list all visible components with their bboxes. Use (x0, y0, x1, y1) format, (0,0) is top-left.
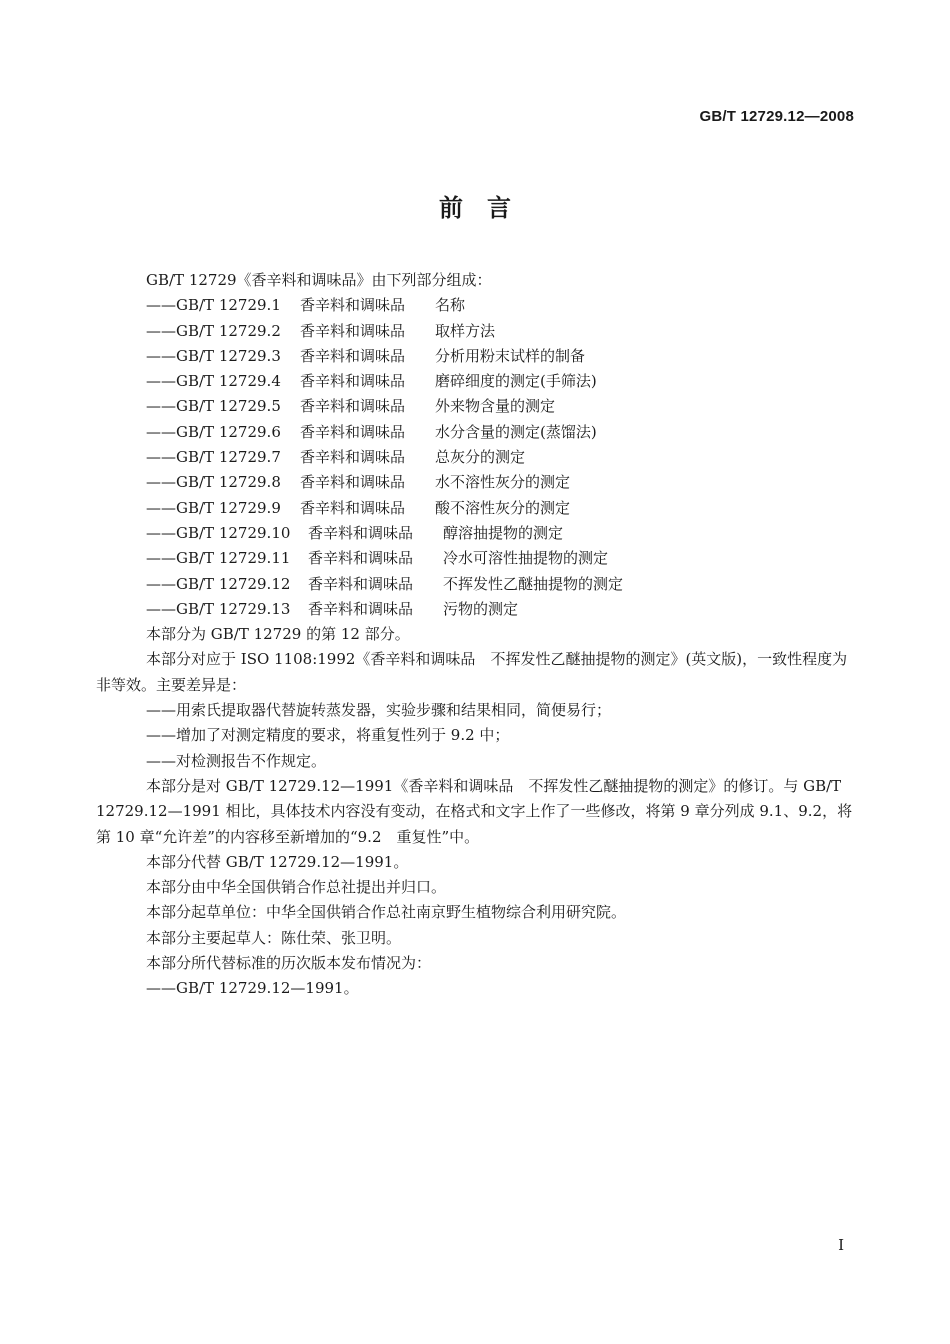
part-dash: —— (146, 448, 176, 467)
part-series: 香辛料和调味品 (300, 372, 406, 391)
part-name: 污物的测定 (443, 599, 519, 618)
part-series: 香辛料和调味品 (300, 498, 406, 517)
drafting-unit-paragraph: 本部分起草单位：中华全国供销合作总社南京野生植物综合利用研究院。 (146, 903, 627, 922)
part-list-item (96, 546, 856, 571)
part-code: GB/T 12729.12 (176, 574, 291, 593)
part-code: GB/T 12729.3 (176, 346, 281, 365)
part-name: 分析用粉末试样的制备 (435, 346, 586, 365)
part-list-item (96, 572, 856, 597)
part-series: 香辛料和调味品 (300, 346, 406, 365)
part-list-item (96, 420, 856, 445)
part-dash: —— (146, 473, 176, 492)
part-series: 香辛料和调味品 (300, 422, 406, 441)
part-list-item (96, 445, 856, 470)
history-intro-paragraph: 本部分所代替标准的历次版本发布情况为： (146, 954, 432, 973)
difference-item: ——用索氏提取器代替旋转蒸发器，实验步骤和结果相同，简便易行； (146, 701, 612, 720)
difference-item: ——增加了对测定精度的要求，将重复性列于 9.2 中； (146, 726, 510, 745)
part-list-item (96, 496, 856, 521)
part-dash: —— (146, 296, 176, 315)
part-dash: —— (146, 498, 176, 517)
part-list-item (96, 470, 856, 495)
part-name: 总灰分的测定 (435, 448, 526, 467)
part-list-item (96, 293, 856, 318)
part-dash: —— (146, 523, 176, 542)
standard-code: GB/T 12729.12—2008 (699, 108, 854, 125)
part-code: GB/T 12729.5 (176, 397, 281, 416)
part-dash: —— (146, 574, 176, 593)
part-name: 醇溶抽提物的测定 (443, 523, 564, 542)
part-series: 香辛料和调味品 (308, 574, 414, 593)
part-code: GB/T 12729.6 (176, 422, 281, 441)
part-code: GB/T 12729.4 (176, 372, 281, 391)
part-series: 香辛料和调味品 (300, 473, 406, 492)
proposed-by-paragraph: 本部分由中华全国供销合作总社提出并归口。 (146, 878, 447, 897)
part-series: 香辛料和调味品 (300, 397, 406, 416)
difference-item: ——对检测报告不作规定。 (146, 751, 327, 770)
part-name: 水不溶性灰分的测定 (435, 473, 571, 492)
revision-paragraph: 本部分是对 GB/T 12729.12—1991《香辛料和调味品 不挥发性乙醚抽提物的测定》的修订。与 GB/T 12729.12—1991 相比，具体技术内容没有变动，在格式和文字上作了一些修改，将第 9 章分列成 9.1、9.2，将第 10 章“允许差”的内容移至新增加的“9.2 重复性”中。 (96, 776, 853, 846)
part-name: 取样方法 (435, 321, 496, 340)
part-code: GB/T 12729.8 (176, 473, 281, 492)
part-code: GB/T 12729.9 (176, 498, 281, 517)
correspondence-paragraph: 本部分对应于 ISO 1108:1992《香辛料和调味品 不挥发性乙醚抽提物的测定》(英文版)，一致性程度为非等效。主要差异是： (96, 650, 848, 694)
part-name: 外来物含量的测定 (435, 397, 556, 416)
part-series: 香辛料和调味品 (308, 549, 414, 568)
part-list-item (96, 521, 856, 546)
part-statement: 本部分为 GB/T 12729 的第 12 部分。 (146, 625, 410, 644)
part-name: 水分含量的测定(蒸馏法) (435, 422, 597, 441)
part-name: 磨碎细度的测定(手筛法) (435, 372, 597, 391)
part-name: 不挥发性乙醚抽提物的测定 (443, 574, 624, 593)
part-code: GB/T 12729.7 (176, 448, 281, 467)
part-list-item (96, 597, 856, 622)
part-dash: —— (146, 372, 176, 391)
page-number: I (838, 1236, 844, 1254)
differences-list (96, 698, 856, 774)
part-series: 香辛料和调味品 (300, 321, 406, 340)
part-series: 香辛料和调味品 (300, 448, 406, 467)
replaces-paragraph: 本部分代替 GB/T 12729.12—1991。 (146, 852, 409, 871)
part-list-item (96, 394, 856, 419)
drafters-paragraph: 本部分主要起草人：陈仕荣、张卫明。 (146, 928, 402, 947)
part-series: 香辛料和调味品 (308, 599, 414, 618)
part-dash: —— (146, 549, 176, 568)
part-name: 冷水可溶性抽提物的测定 (443, 549, 609, 568)
part-series: 香辛料和调味品 (308, 523, 414, 542)
page-title: 前言 (439, 194, 535, 222)
part-series: 香辛料和调味品 (300, 296, 406, 315)
part-name: 酸不溶性灰分的测定 (435, 498, 571, 517)
part-list-item (96, 369, 856, 394)
part-code: GB/T 12729.11 (176, 549, 291, 568)
foreword-content (96, 268, 856, 1002)
part-dash: —— (146, 422, 176, 441)
part-dash: —— (146, 321, 176, 340)
part-name: 名称 (435, 296, 466, 315)
part-dash: —— (146, 599, 176, 618)
part-code: GB/T 12729.1 (176, 296, 281, 315)
part-dash: —— (146, 346, 176, 365)
part-code: GB/T 12729.2 (176, 321, 281, 340)
intro-paragraph: GB/T 12729《香辛料和调味品》由下列部分组成： (146, 271, 492, 289)
part-code: GB/T 12729.13 (176, 599, 291, 618)
history-item: ——GB/T 12729.12—1991。 (146, 979, 359, 998)
parts-list (96, 293, 856, 622)
part-dash: —— (146, 397, 176, 416)
part-list-item (96, 319, 856, 344)
part-code: GB/T 12729.10 (176, 523, 291, 542)
part-list-item (96, 344, 856, 369)
